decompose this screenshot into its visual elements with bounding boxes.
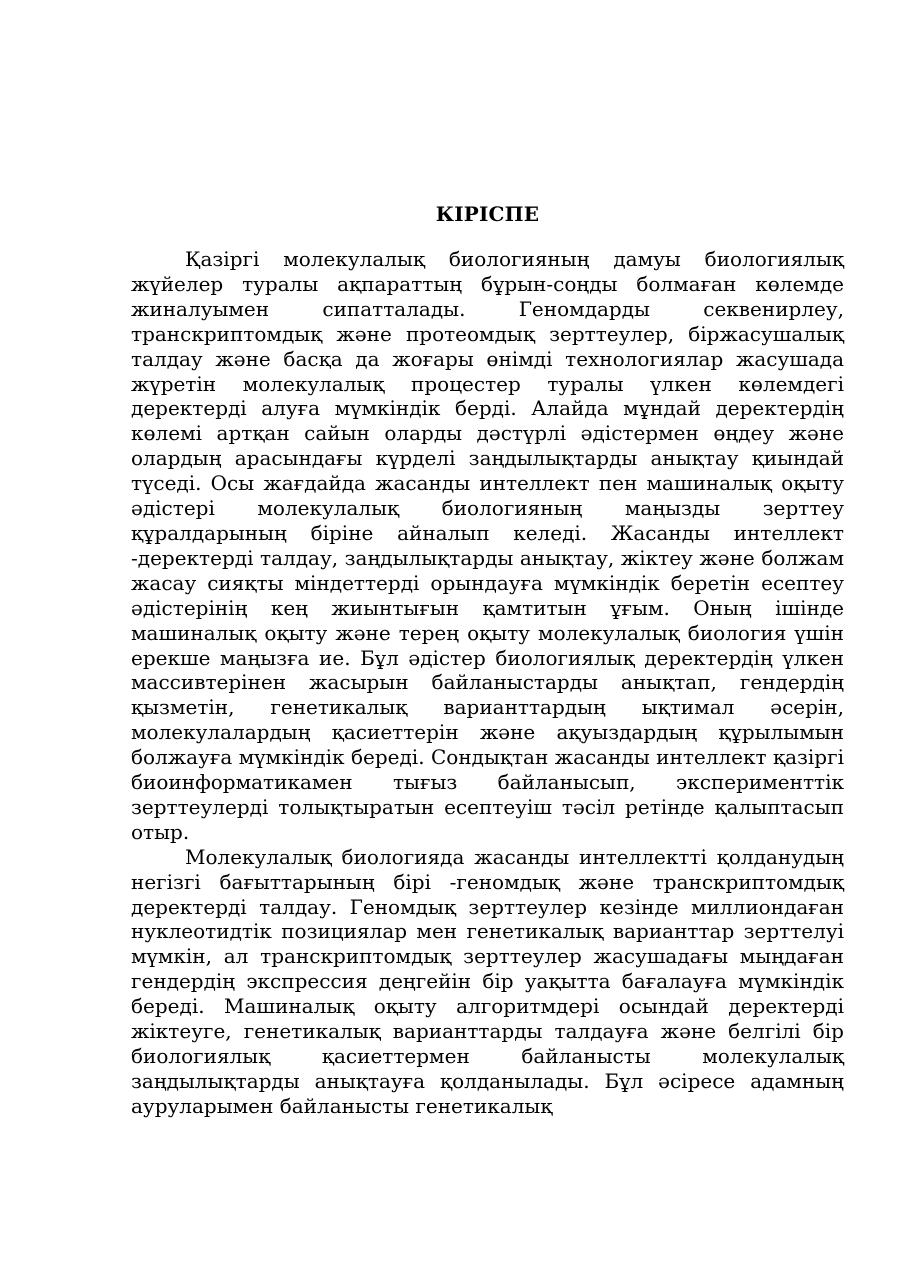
document-body xyxy=(131,200,844,1119)
section-title: КІРІСПЕ xyxy=(435,202,540,226)
paragraph-2: Молекулалық биологияда жасанды интеллектті қолданудың негізгі бағыттарының бірі -геномдық және транскриптомдық деректерді талдау. Геномдық зерттеулер кезінде миллиондаған нуклеотидтік позициялар мен генетикалық варианттар зерттелуі мүмкін, ал транскриптомдық зерттеулер жасушадағы мыңдаған гендердің экспрессия деңгейін бір уақытта бағалауға мүмкіндік береді. Машиналық оқыту алгоритмдері осындай деректерді жіктеуге, генетикалық варианттарды талдауға және белгілі бір биологиялық қасиеттермен байланысты молекулалық заңдылықтарды анықтауға қолданылады. Бұл әсіресе адамның ауруларымен байланысты генетикалық xyxy=(131,844,844,1118)
paragraph-1: Қазіргі молекулалық биологияның дамуы биологиялық жүйелер туралы ақпараттың бұрын-соңды болмаған көлемде жиналуымен сипатталады. Геномдарды секвенирлеу, транскриптомдық және протеомдық зерттеулер, біржасушалық талдау және басқа да жоғары өнімді технологиялар жасушада жүретін молекулалық процестер туралы үлкен көлемдегі деректерді алуға мүмкіндік берді. Алайда мұндай деректердің көлемі артқан сайын оларды дәстүрлі әдістермен өңдеу және олардың арасындағы күрделі заңдылықтарды анықтау қиындай түседі. Осы жағдайда жасанды интеллект пен машиналық оқыту әдістері молекулалық биологияның маңызды зерттеу құралдарының біріне айналып келеді. Жасанды интеллект -деректерді талдау, заңдылықтарды анықтау, жіктеу және болжам жасау сияқты міндеттерді орындауға мүмкіндік беретін есептеу әдістерінің кең жиынтығын қамтитын ұғым. Оның ішінде машиналық оқыту және терең оқыту молекулалық биология үшін ерекше маңызға ие. Бұл әдістер биологиялық деректердің үлкен массивтерінен жасырын байланыстарды анықтап, гендердің қызметін, генетикалық варианттардың ықтимал әсерін, молекулалардың қасиеттерін және ақуыздардың құрылымын болжауға мүмкіндік береді. Сондықтан жасанды интеллект қазіргі биоинформатикамен тығыз байланысып, эксперименттік зерттеулерді толықтыратын есептеуіш тәсіл ретінде қалыптасып отыр. xyxy=(131,247,844,844)
